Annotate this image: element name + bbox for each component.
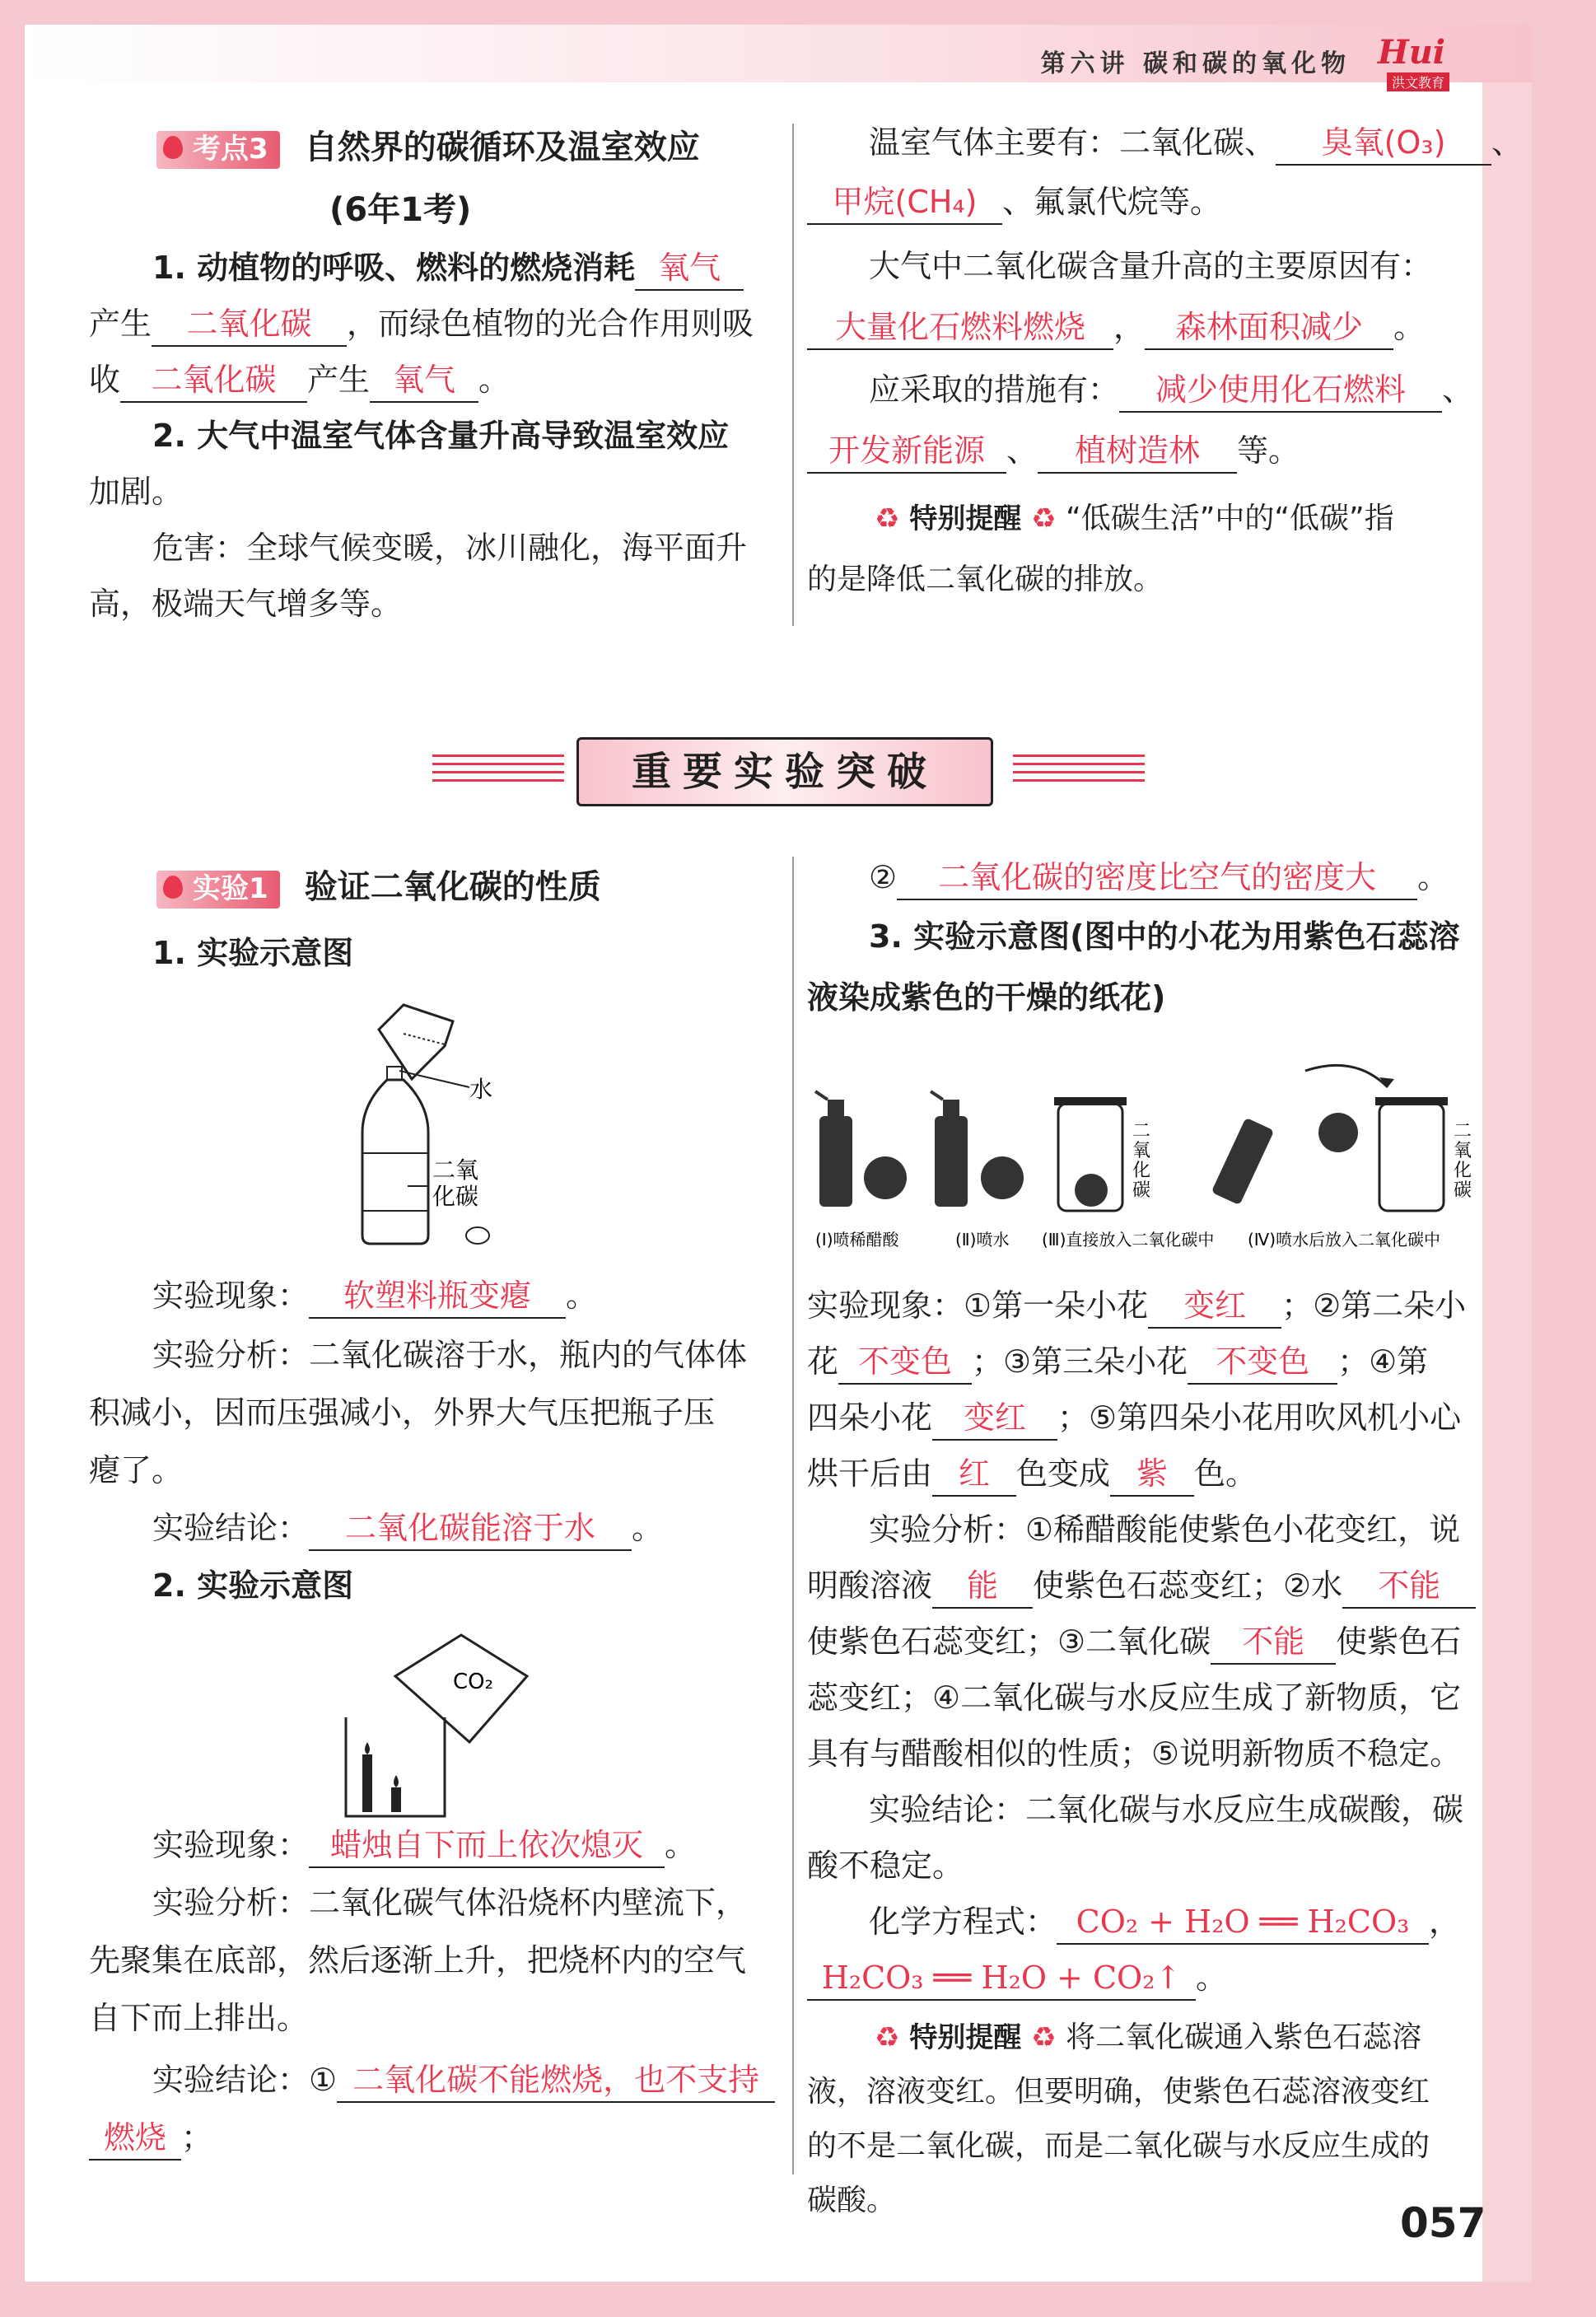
exp1-line: 先聚集在底部，然后逐渐上升，把烧杯内的空气 — [89, 1942, 747, 1978]
beaker-pouring — [379, 1005, 453, 1079]
label-co2: 化碳 — [432, 1183, 479, 1210]
text: ② — [869, 859, 898, 895]
answer-blank: 紫 — [1110, 1453, 1194, 1497]
text: 化学方程式： — [869, 1904, 1057, 1940]
answer-blank: 燃烧 — [89, 2117, 181, 2161]
text: 实验现象： — [152, 1278, 310, 1314]
item1-text: 收 — [89, 362, 121, 398]
answer-blank: 不变色 — [838, 1341, 972, 1385]
fig3-caption: (Ⅳ)喷水后放入二氧化碳中 — [1248, 1230, 1441, 1250]
text: ， — [1429, 1904, 1461, 1940]
brand-logo: Hui — [1377, 33, 1445, 72]
jar-label: 碳 — [1454, 1180, 1472, 1201]
title-decoration — [1013, 754, 1145, 782]
point3-line — [89, 359, 510, 403]
exp1-right-line — [807, 1453, 1257, 1497]
reminder-text: 碳酸。 — [807, 2184, 897, 2217]
text: 温室气体主要有：二氧化碳、 — [869, 124, 1276, 161]
paper-flower — [1075, 1174, 1108, 1207]
exp1-right-line — [807, 1957, 1227, 2001]
text: 花 — [807, 1343, 839, 1380]
answer-blank: 减少使用化石燃料 — [1119, 369, 1442, 413]
jar-label: 二 — [1132, 1121, 1151, 1142]
jar-label: 化 — [1454, 1161, 1472, 1181]
special-reminder — [875, 2018, 1421, 2058]
answer-blank: CO₂ + H₂O ══ H₂CO₃ — [1057, 1901, 1429, 1945]
exp1-line: 实验分析：二氧化碳气体沿烧杯内壁流下， — [152, 1885, 748, 1921]
text: 、 — [1006, 432, 1038, 469]
exp1-right-line — [807, 1621, 1461, 1665]
recycle-icon: ♻ — [1031, 502, 1057, 535]
tall-candle — [362, 1754, 372, 1812]
answer-blank: 臭氧(O₃) — [1276, 122, 1491, 166]
greenhouse-line — [807, 430, 1300, 474]
fig2-candle-diagram — [329, 1619, 544, 1824]
fig3-caption: (Ⅱ)喷水 — [955, 1230, 1010, 1250]
reminder-text: “低碳生活”中的“低碳”指 — [1066, 502, 1394, 535]
point3-line — [152, 415, 729, 457]
text: 。 — [566, 1278, 598, 1314]
spray-bottle — [935, 1116, 968, 1207]
fig3-caption: (Ⅲ)直接放入二氧化碳中 — [1042, 1230, 1215, 1250]
answer-blank: 蜡烛自下而上依次熄灭 — [309, 1824, 665, 1868]
answer-blank: 开发新能源 — [807, 430, 1006, 474]
cap-icon — [466, 1227, 489, 1244]
spray-trigger — [815, 1091, 828, 1100]
exp1-right-line: 实验分析：①稀醋酸能使紫色小花变红，说 — [869, 1511, 1461, 1548]
spray-nozzle — [828, 1100, 844, 1118]
answer-blank: 红 — [932, 1453, 1016, 1497]
text: 明酸溶液 — [807, 1567, 933, 1604]
exp1-line — [89, 2117, 212, 2161]
answer-blank: 植树造林 — [1038, 430, 1237, 474]
jar-label: 化 — [1132, 1161, 1151, 1181]
answer-blank: 不变色 — [1188, 1341, 1337, 1385]
text: 。 — [1393, 309, 1426, 345]
section-title: 重要实验突破 — [576, 737, 993, 806]
special-reminder-label — [875, 501, 1057, 539]
exp1-right-line: 具有与醋酸相似的性质；⑤说明新物质不稳定。 — [807, 1735, 1462, 1772]
point3-heading — [156, 125, 700, 170]
exp1-line: 瘪了。 — [89, 1452, 184, 1488]
answer-blank: 变红 — [1148, 1285, 1281, 1329]
greenhouse-line — [807, 181, 1221, 225]
reminder-text: 的是降低二氧化碳的排放。 — [807, 563, 1164, 596]
fig2-title: 2. 实验示意图 — [152, 1567, 354, 1604]
answer-blank: 氧气 — [370, 359, 478, 403]
text: 应采取的措施有： — [869, 371, 1120, 408]
text: 色。 — [1194, 1455, 1258, 1492]
reminder-label-text: 特别提醒 — [909, 502, 1022, 535]
greenhouse-line — [807, 306, 1425, 350]
exp1-right-line — [869, 1901, 1460, 1945]
text: ；⑤第四朵小花用吹风机小心 — [1057, 1399, 1462, 1436]
reminder-label-text: 特别提醒 — [909, 2021, 1022, 2054]
jar-label: 氧 — [1132, 1141, 1151, 1161]
fig3-title: 3. 实验示意图(图中的小花为用紫色石蕊溶 — [869, 918, 1460, 955]
point3-line: 加剧。 — [89, 474, 184, 510]
answer-blank: 大量化石燃料燃烧 — [807, 306, 1113, 350]
text: 色变成 — [1016, 1455, 1111, 1492]
reminder-text: 液，溶液变红。但要明确，使紫色石蕊溶液变红 — [807, 2075, 1430, 2109]
text: 实验结论： — [152, 1510, 310, 1546]
answer-blank: 氧气 — [635, 247, 744, 291]
fig1-title: 1. 实验示意图 — [152, 935, 354, 971]
text: 使紫色石 — [1336, 1623, 1462, 1660]
paper-flower — [1318, 1113, 1358, 1152]
answer-blank: 能 — [932, 1565, 1033, 1609]
recycle-icon: ♻ — [1031, 2021, 1057, 2054]
exp1-right-line — [807, 1341, 1428, 1385]
text: 使紫色石蕊变红；②水 — [1033, 1567, 1343, 1604]
text: ； — [181, 2119, 213, 2156]
label-co2: 二氧 — [432, 1156, 479, 1184]
exp1-right-line — [807, 1285, 1466, 1329]
text: 实验现象：①第一朵小花 — [807, 1287, 1149, 1324]
fig1-bottle-diagram — [346, 988, 560, 1252]
spray-trigger — [931, 1091, 943, 1100]
exp1-right-line: 实验结论：二氧化碳与水反应生成碳酸，碳 — [869, 1791, 1464, 1828]
short-candle — [391, 1787, 401, 1812]
label-co2: CO₂ — [453, 1670, 494, 1694]
special-reminder-label — [875, 2020, 1057, 2058]
header-title: 第六讲 碳和碳的氧化物 — [1040, 49, 1351, 78]
fig3-caption: (Ⅰ)喷稀醋酸 — [815, 1230, 899, 1250]
answer-blank: 二氧化碳能溶于水 — [309, 1507, 632, 1551]
item1-text: ，而绿色植物的光合作用则吸 — [347, 306, 754, 342]
jar-lid — [1054, 1097, 1127, 1105]
text: 四朵小花 — [807, 1399, 933, 1436]
recycle-icon: ♻ — [875, 502, 900, 535]
header-band — [25, 25, 1532, 91]
bottle-cap — [387, 1067, 402, 1080]
text: 等。 — [1237, 432, 1300, 469]
answer-blank: 不能 — [1211, 1621, 1336, 1665]
answer-blank: 不能 — [1342, 1565, 1476, 1609]
plastic-bottle — [362, 1080, 428, 1244]
flame-icon — [365, 1742, 370, 1754]
paper-flower — [981, 1156, 1024, 1199]
label-water: 水 — [469, 1076, 493, 1103]
answer-blank: 森林面积减少 — [1145, 306, 1393, 350]
answer-blank: 二氧化碳 — [120, 359, 307, 403]
gas-jar — [1379, 1104, 1444, 1211]
exp1-line: 积减小，因而压强减小，外界大气压把瓶子压 — [89, 1394, 716, 1431]
text: 。 — [1196, 1960, 1228, 1996]
text: ；②第二朵小 — [1281, 1287, 1467, 1324]
exp1-line — [152, 1824, 696, 1868]
answer-blank: 二氧化碳的密度比空气的密度大 — [897, 857, 1417, 900]
spray-bottle — [1211, 1118, 1275, 1206]
exp1-right-line — [869, 857, 1449, 900]
title-decoration — [432, 754, 564, 782]
recycle-icon: ♻ — [875, 2021, 900, 2054]
answer-blank: 甲烷(CH₄) — [807, 181, 1002, 225]
flame-icon — [394, 1775, 399, 1787]
text: 、氟氯代烷等。 — [1002, 184, 1222, 220]
exp1-line — [152, 1507, 663, 1551]
page-number: 057 — [1400, 2199, 1486, 2247]
arrow-icon — [1305, 1065, 1388, 1087]
item1-text: 1. 动植物的呼吸、燃料的燃烧消耗 — [152, 250, 636, 286]
exp1-right-line — [807, 1397, 1461, 1441]
special-reminder — [875, 499, 1394, 540]
column-divider — [792, 857, 794, 2175]
text: ；③第三朵小花 — [972, 1343, 1188, 1380]
answer-blank: 软塑料瓶变瘪 — [309, 1275, 566, 1319]
jar-label: 碳 — [1132, 1180, 1151, 1201]
answer-blank: 二氧化碳不能燃烧，也不支持 — [337, 2059, 775, 2103]
greenhouse-line: 大气中二氧化碳含量升高的主要原因有： — [869, 248, 1433, 284]
answer-blank: 变红 — [932, 1397, 1057, 1441]
point3-line: 危害：全球气候变暖，冰川融化，海平面升 — [152, 530, 748, 566]
exp1-title: 验证二氧化碳的性质 — [304, 868, 601, 906]
brand-logo-sub: 洪文教育 — [1387, 72, 1449, 91]
spray-bottle — [819, 1116, 852, 1207]
reminder-text: 将二氧化碳通入紫色石蕊溶 — [1066, 2020, 1422, 2054]
text: 烘干后由 — [807, 1455, 933, 1492]
fig3-flower-diagram — [811, 1054, 1495, 1260]
item1-text: 产生 — [307, 362, 371, 398]
jar-lid — [1375, 1097, 1448, 1105]
exp1-right-line: 酸不稳定。 — [807, 1848, 964, 1884]
item1-text: 产生 — [89, 306, 152, 342]
point3-line: 高，极端天气增多等。 — [89, 586, 403, 622]
exp1-line — [152, 2059, 775, 2103]
text: 。 — [632, 1510, 664, 1546]
point3-title: 自然界的碳循环及温室效应 — [304, 128, 700, 166]
water-level — [404, 1034, 445, 1044]
column-divider — [792, 124, 794, 626]
text: 。 — [1417, 859, 1449, 895]
text: 、 — [1442, 371, 1474, 408]
answer-blank: H₂CO₃ ══ H₂O + CO₂↑ — [807, 1957, 1196, 2001]
text: 使紫色石蕊变红；③二氧化碳 — [807, 1623, 1211, 1660]
jar-label: 氧 — [1454, 1141, 1472, 1161]
exp1-badge: 实验1 — [156, 871, 280, 909]
exp1-right-line: 蕊变红；④二氧化碳与水反应生成了新物质，它 — [807, 1679, 1462, 1716]
item2-text: 2. 大气中温室气体含量升高导致温室效应 — [152, 418, 730, 454]
point3-line — [89, 303, 754, 347]
text: ， — [1113, 309, 1146, 345]
point3-subtitle: (6年1考) — [329, 191, 472, 229]
exp1-line: 实验分析：二氧化碳溶于水，瓶内的气体体 — [152, 1337, 748, 1373]
text: 实验现象： — [152, 1827, 310, 1863]
text: 。 — [665, 1827, 697, 1863]
exp1-right-line — [807, 1565, 1476, 1609]
greenhouse-line — [869, 122, 1523, 166]
point3-badge: 考点3 — [156, 131, 280, 169]
point3-line — [152, 247, 744, 291]
greenhouse-line — [869, 369, 1473, 413]
text: 、 — [1491, 124, 1524, 161]
answer-blank: 二氧化碳 — [152, 303, 347, 347]
text: 实验结论：① — [152, 2062, 338, 2098]
paper-flower — [864, 1156, 907, 1199]
exp1-line — [152, 1275, 597, 1319]
exp1-line: 自下而上排出。 — [89, 2000, 309, 2036]
exp1-heading — [156, 865, 601, 909]
fig3-title: 液染成紫色的干燥的纸花) — [807, 979, 1166, 1016]
text: ；④第 — [1337, 1343, 1429, 1380]
spray-nozzle — [943, 1100, 959, 1118]
item1-text: 。 — [478, 362, 511, 398]
reminder-text: 的不是二氧化碳，而是二氧化碳与水反应生成的 — [807, 2129, 1430, 2163]
jar-label: 二 — [1454, 1121, 1472, 1142]
